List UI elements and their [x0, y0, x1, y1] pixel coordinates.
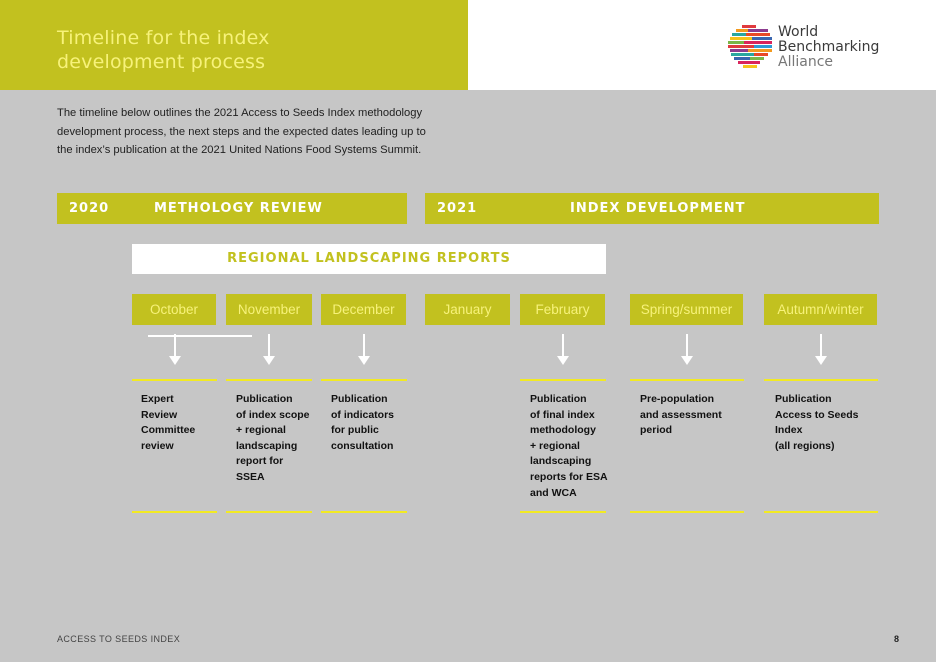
- intro-paragraph: [57, 104, 467, 160]
- milestone-text-line: reports for ESA: [530, 470, 608, 483]
- arrow-down-icon: [557, 356, 569, 365]
- column-bottom-line: [321, 511, 407, 513]
- phase-year: 2020: [69, 201, 110, 216]
- milestone-text-line: landscaping: [236, 439, 298, 452]
- arrow-down-icon: [681, 356, 693, 365]
- milestone-text-line: Index: [775, 424, 803, 437]
- milestone-text-line: Publication: [331, 393, 388, 405]
- milestone-text-line: for public: [331, 424, 379, 437]
- phase-label: METHOLOGY REVIEW: [154, 201, 323, 216]
- milestone-text-line: Pre-population: [640, 393, 715, 405]
- logo-wordmark: [778, 25, 879, 70]
- milestone-november: [236, 392, 316, 486]
- page-number: 8: [894, 634, 900, 644]
- month-autumn-winter: Autumn/winter: [764, 294, 877, 325]
- month-december: December: [321, 294, 406, 325]
- month-november: November: [226, 294, 312, 325]
- column-top-line: [764, 379, 878, 381]
- milestone-autumn-winter: [775, 392, 875, 454]
- milestone-text-line: Publication: [236, 393, 293, 405]
- column-top-line: [132, 379, 217, 381]
- page-title-line2: development process: [57, 51, 266, 73]
- intro-line2: development process, the next steps and the expected dates leading up to: [57, 125, 426, 138]
- phase-bar-2020: [57, 193, 407, 224]
- phase-label: INDEX DEVELOPMENT: [570, 201, 746, 216]
- intro-line3: the index’s publication at the 2021 United Nations Food Systems Summit.: [57, 144, 422, 157]
- column-bottom-line: [226, 511, 312, 513]
- phase-year: 2021: [437, 201, 478, 216]
- milestone-text-line: SSEA: [236, 470, 265, 483]
- milestone-text-line: Access to Seeds: [775, 408, 859, 421]
- logo-line3: Alliance: [778, 54, 834, 70]
- milestone-text-line: landscaping: [530, 455, 592, 468]
- milestone-text-line: + regional: [236, 424, 286, 437]
- month-october: October: [132, 294, 216, 325]
- column-top-line: [226, 379, 312, 381]
- column-bottom-line: [132, 511, 217, 513]
- wba-logo: [728, 24, 888, 72]
- wba-globe-icon: [728, 24, 774, 70]
- month-spring-summer: Spring/summer: [630, 294, 743, 325]
- column-top-line: [321, 379, 407, 381]
- month-january: January: [425, 294, 510, 325]
- milestone-spring-summer: [640, 392, 740, 439]
- milestone-text-line: review: [141, 439, 174, 452]
- column-bottom-line: [630, 511, 744, 513]
- milestone-text-line: Publication: [775, 393, 832, 405]
- intro-line1: The timeline below outlines the 2021 Access to Seeds Index methodology: [57, 107, 423, 119]
- milestone-december: [331, 392, 407, 454]
- milestone-text-line: of final index: [530, 408, 595, 421]
- logo-line2: Benchmarking: [778, 39, 880, 55]
- milestone-text-line: of indicators: [331, 408, 395, 421]
- column-top-line: [520, 379, 606, 381]
- milestone-text-line: of index scope: [236, 408, 310, 421]
- month-february: February: [520, 294, 605, 325]
- milestone-text-line: period: [640, 424, 673, 437]
- column-bottom-line: [520, 511, 606, 513]
- page-title-line1: Timeline for the index: [57, 27, 270, 49]
- arrow-down-icon: [815, 356, 827, 365]
- column-top-line: [630, 379, 744, 381]
- logo-line1: World: [778, 24, 819, 40]
- arrow-down-icon: [169, 356, 181, 365]
- regional-landscaping-bar: REGIONAL LANDSCAPING REPORTS: [132, 244, 606, 274]
- milestone-text-line: Publication: [530, 393, 587, 405]
- milestone-text-line: + regional: [530, 439, 580, 452]
- milestone-text-line: report for: [236, 455, 284, 468]
- arrow-down-icon: [263, 356, 275, 365]
- phase-bar-2021: [425, 193, 879, 224]
- header-banner: [0, 0, 468, 90]
- milestone-text-line: (all regions): [775, 439, 835, 452]
- milestone-october: [141, 392, 217, 454]
- milestone-text-line: Review: [141, 408, 178, 421]
- arrow-down-icon: [358, 356, 370, 365]
- milestone-february: [530, 392, 610, 501]
- october-connector-line: [148, 335, 252, 337]
- milestone-text-line: Expert: [141, 393, 174, 405]
- milestone-text-line: consultation: [331, 439, 394, 452]
- milestone-text-line: and assessment: [640, 408, 722, 421]
- footer-publication-name: ACCESS TO SEEDS INDEX: [57, 634, 181, 644]
- milestone-text-line: Committee: [141, 424, 196, 437]
- page-title: [57, 26, 270, 74]
- column-bottom-line: [764, 511, 878, 513]
- milestone-text-line: and WCA: [530, 486, 577, 499]
- milestone-text-line: methodology: [530, 424, 596, 437]
